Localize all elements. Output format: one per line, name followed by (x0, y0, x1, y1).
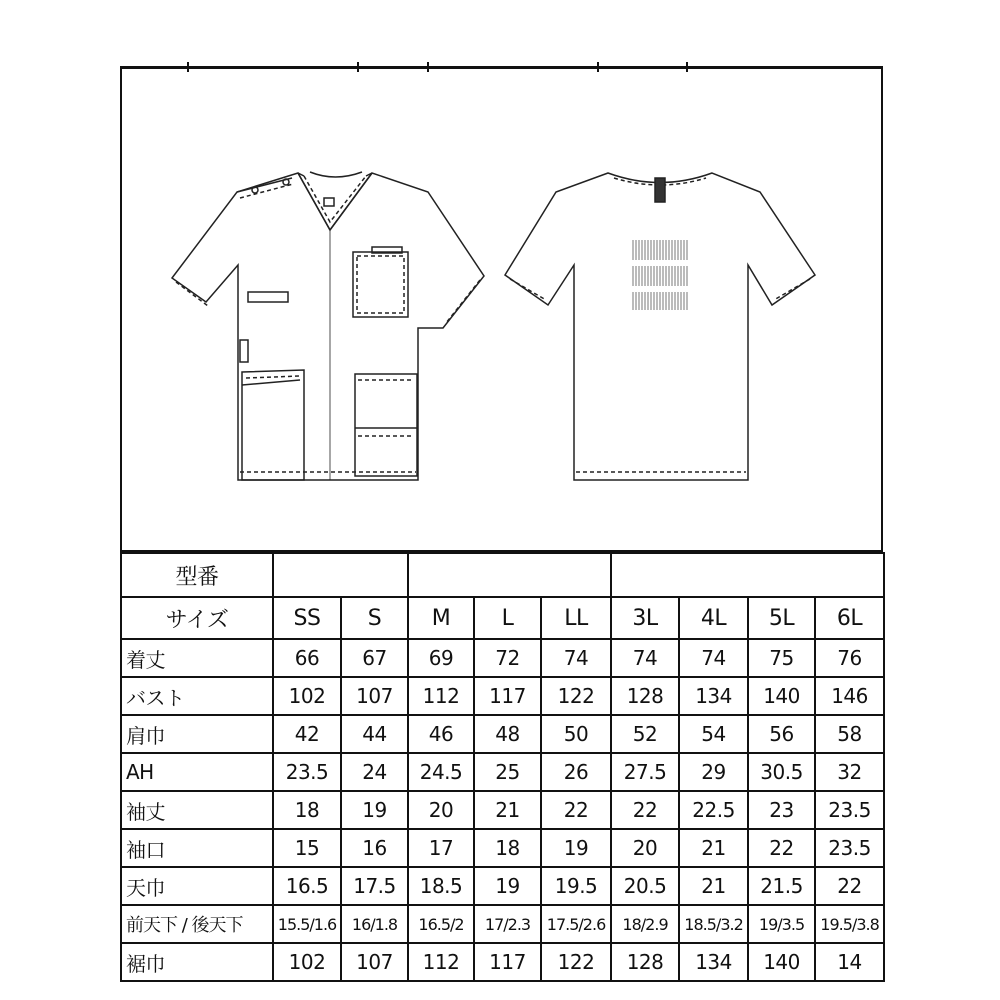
measurement-value: 42 (273, 715, 341, 753)
measurement-value: 18 (273, 791, 341, 829)
measurement-label: AH (121, 753, 273, 791)
size-header-cell: M (408, 597, 474, 639)
size-header-cell: SS (273, 597, 341, 639)
measurement-value: 76 (815, 639, 884, 677)
measurement-value: 29 (679, 753, 748, 791)
measurement-value: 117 (474, 677, 541, 715)
measurement-value: 72 (474, 639, 541, 677)
size-header-cell: 3L (611, 597, 679, 639)
model-number-cell (611, 553, 884, 597)
measurement-value: 18.5 (408, 867, 474, 905)
measurement-value: 18 (474, 829, 541, 867)
measurement-value: 24 (341, 753, 408, 791)
measurement-value: 44 (341, 715, 408, 753)
measurement-value: 19 (541, 829, 611, 867)
measurement-value: 26 (541, 753, 611, 791)
model-number-cell (273, 553, 408, 597)
measurement-label: 袖口 (121, 829, 273, 867)
measurement-label: 裾巾 (121, 943, 273, 981)
measurement-value: 14 (815, 943, 884, 981)
measurement-value: 16 (341, 829, 408, 867)
measurement-value: 107 (341, 677, 408, 715)
measurement-value: 19 (341, 791, 408, 829)
measurement-value: 17.5/2.6 (541, 905, 611, 943)
size-header-cell: 5L (748, 597, 815, 639)
measurement-value: 27.5 (611, 753, 679, 791)
measurement-value: 74 (679, 639, 748, 677)
measurement-value: 20 (611, 829, 679, 867)
measurement-value: 21 (474, 791, 541, 829)
measurement-value: 22 (815, 867, 884, 905)
measurement-value: 134 (679, 677, 748, 715)
measurement-value: 140 (748, 943, 815, 981)
measurement-value: 56 (748, 715, 815, 753)
measurement-value: 146 (815, 677, 884, 715)
measurement-value: 67 (341, 639, 408, 677)
measurement-label: バスト (121, 677, 273, 715)
measurement-row (121, 753, 884, 791)
measurement-value: 69 (408, 639, 474, 677)
measurement-label: 肩巾 (121, 715, 273, 753)
measurement-value: 19 (474, 867, 541, 905)
scrub-top-back-illustration (500, 160, 830, 490)
measurement-row (121, 905, 884, 943)
measurement-value: 17 (408, 829, 474, 867)
measurement-value: 22.5 (679, 791, 748, 829)
size-header-cell: LL (541, 597, 611, 639)
measurement-value: 22 (611, 791, 679, 829)
measurement-value: 22 (748, 829, 815, 867)
measurement-value: 46 (408, 715, 474, 753)
measurement-value: 21 (679, 867, 748, 905)
measurement-row (121, 791, 884, 829)
measurement-value: 112 (408, 677, 474, 715)
measurement-value: 112 (408, 943, 474, 981)
size-header-label: サイズ (121, 597, 273, 639)
size-header-cell: L (474, 597, 541, 639)
measurement-value: 16.5 (273, 867, 341, 905)
measurement-value: 21.5 (748, 867, 815, 905)
measurement-value: 102 (273, 677, 341, 715)
measurement-value: 19.5/3.8 (815, 905, 884, 943)
scrub-top-front-illustration (160, 160, 500, 490)
measurement-value: 74 (611, 639, 679, 677)
measurement-value: 122 (541, 943, 611, 981)
measurement-value: 18/2.9 (611, 905, 679, 943)
measurement-label: 着丈 (121, 639, 273, 677)
model-number-row (121, 553, 884, 597)
size-chart-table (120, 552, 885, 982)
size-header-cell: 6L (815, 597, 884, 639)
measurement-value: 54 (679, 715, 748, 753)
measurement-value: 17.5 (341, 867, 408, 905)
measurement-value: 21 (679, 829, 748, 867)
measurement-value: 140 (748, 677, 815, 715)
measurement-value: 24.5 (408, 753, 474, 791)
measurement-value: 58 (815, 715, 884, 753)
measurement-value: 122 (541, 677, 611, 715)
measurement-value: 23 (748, 791, 815, 829)
measurement-row (121, 677, 884, 715)
measurement-value: 102 (273, 943, 341, 981)
measurement-value: 75 (748, 639, 815, 677)
measurement-label: 天巾 (121, 867, 273, 905)
measurement-label: 袖丈 (121, 791, 273, 829)
measurement-value: 22 (541, 791, 611, 829)
measurement-label: 前天下 / 後天下 (121, 905, 273, 943)
measurement-value: 128 (611, 943, 679, 981)
measurement-value: 18.5/3.2 (679, 905, 748, 943)
measurement-value: 48 (474, 715, 541, 753)
measurement-value: 23.5 (273, 753, 341, 791)
size-header-cell: S (341, 597, 408, 639)
measurement-value: 23.5 (815, 791, 884, 829)
measurement-value: 107 (341, 943, 408, 981)
measurement-row (121, 715, 884, 753)
measurement-value: 117 (474, 943, 541, 981)
measurement-value: 50 (541, 715, 611, 753)
measurement-value: 20 (408, 791, 474, 829)
measurement-value: 19.5 (541, 867, 611, 905)
measurement-value: 52 (611, 715, 679, 753)
measurement-value: 16.5/2 (408, 905, 474, 943)
measurement-row (121, 829, 884, 867)
size-header-row (121, 597, 884, 639)
measurement-value: 25 (474, 753, 541, 791)
size-header-cell: 4L (679, 597, 748, 639)
measurement-value: 74 (541, 639, 611, 677)
measurement-value: 16/1.8 (341, 905, 408, 943)
measurement-value: 20.5 (611, 867, 679, 905)
measurement-row (121, 639, 884, 677)
measurement-row (121, 943, 884, 981)
measurement-value: 30.5 (748, 753, 815, 791)
model-number-label: 型番 (121, 553, 273, 597)
measurement-value: 15 (273, 829, 341, 867)
model-number-cell (408, 553, 611, 597)
measurement-value: 23.5 (815, 829, 884, 867)
measurement-value: 66 (273, 639, 341, 677)
measurement-value: 15.5/1.6 (273, 905, 341, 943)
measurement-value: 32 (815, 753, 884, 791)
measurement-value: 17/2.3 (474, 905, 541, 943)
measurement-value: 128 (611, 677, 679, 715)
measurement-row (121, 867, 884, 905)
measurement-value: 134 (679, 943, 748, 981)
measurement-value: 19/3.5 (748, 905, 815, 943)
